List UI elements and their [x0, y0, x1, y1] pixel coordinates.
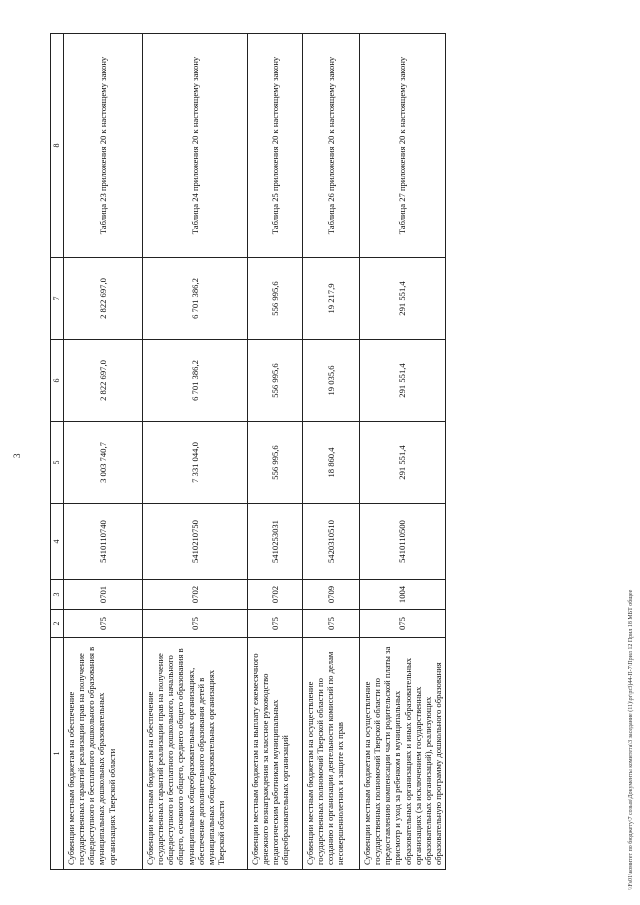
row-description: Субвенции местным бюджетам на выплату ежемесячного денежного вознаграждения за классное руководство педагогическим работникам муниципальных общеобразовательных организаций [248, 638, 303, 870]
amount-col7: 2 822 697,0 [64, 258, 143, 340]
table-row [360, 34, 446, 870]
col-header-5: 5 [51, 422, 64, 504]
col-header-8: 8 [51, 34, 64, 258]
col-header-7: 7 [51, 258, 64, 340]
col-header-4: 4 [51, 504, 64, 580]
row-description: Субвенции местным бюджетам на осуществление государственных полномочий Тверской области по предоставлению компенсации части родительской платы за присмотр и уход за ребенком в муниципальных образовательных организациях и иных образовательных организациях (за исключением государственных образовательных организаций), реализующих образовательную программу дошкольного образования [360, 638, 446, 870]
amount-col6: 6 701 386,2 [143, 340, 248, 422]
col-header-1: 1 [51, 638, 64, 870]
ministry-code: 075 [360, 610, 446, 638]
amount-col6: 291 551,4 [360, 340, 446, 422]
footer-file-path: \\Fs01\комитет по бюджету\7 созыв\Документы комитета\3 заседание (11)\pr\pr3)44-П-7\Прил 12 Прил 18 МБТ общее [628, 589, 634, 890]
header-row [51, 34, 64, 870]
reference-note: Таблица 27 приложения 20 к настоящему закону [360, 34, 446, 258]
target-article-code: 5420310510 [303, 504, 360, 580]
amount-col6: 2 822 697,0 [64, 340, 143, 422]
ministry-code: 075 [303, 610, 360, 638]
amount-col6: 556 995,6 [248, 340, 303, 422]
col-header-3: 3 [51, 580, 64, 610]
section-code: 0709 [303, 580, 360, 610]
section-code: 0701 [64, 580, 143, 610]
row-description: Субвенции местным бюджетам на осуществление государственных полномочий Тверской области по созданию и организации деятельности комиссий по делам несовершеннолетних и защите их прав [303, 638, 360, 870]
target-article-code: 5410110740 [64, 504, 143, 580]
col-header-6: 6 [51, 340, 64, 422]
reference-note: Таблица 23 приложения 20 к настоящему закону [64, 34, 143, 258]
section-code: 0702 [143, 580, 248, 610]
amount-col7: 6 701 386,2 [143, 258, 248, 340]
table-row [303, 34, 360, 870]
table-row [64, 34, 143, 870]
amount-col5: 7 331 044,0 [143, 422, 248, 504]
amount-col7: 556 995,6 [248, 258, 303, 340]
row-description: Субвенции местным бюджетам на обеспечение государственных гарантий реализации прав на получение общедоступного и бесплатного дошкольного, начального общего, основного общего, среднего общего образования в муниципальных общеобразовательных организациях, обеспечение дополнительного образования детей в муниципальных общеобразовательных организациях Тверской области [143, 638, 248, 870]
page-number: 3 [12, 453, 22, 458]
ministry-code: 075 [143, 610, 248, 638]
amount-col5: 3 003 740,7 [64, 422, 143, 504]
target-article-code: 5410253031 [248, 504, 303, 580]
target-article-code: 5410210750 [143, 504, 248, 580]
table-row [143, 34, 248, 870]
rotated-table-container [50, 34, 443, 870]
target-article-code: 5410110500 [360, 504, 446, 580]
reference-note: Таблица 26 приложения 20 к настоящему закону [303, 34, 360, 258]
ministry-code: 075 [64, 610, 143, 638]
amount-col7: 291 551,4 [360, 258, 446, 340]
amount-col5: 556 995,6 [248, 422, 303, 504]
row-description: Субвенции местным бюджетам на обеспечение государственных гарантий реализации прав на получение общедоступного и бесплатного дошкольного образования в муниципальных дошкольных образовательных организациях Тверской области [64, 638, 143, 870]
amount-col6: 19 035,6 [303, 340, 360, 422]
amount-col5: 291 551,4 [360, 422, 446, 504]
table-row [248, 34, 303, 870]
section-code: 0702 [248, 580, 303, 610]
amount-col5: 18 860,4 [303, 422, 360, 504]
ministry-code: 075 [248, 610, 303, 638]
col-header-2: 2 [51, 610, 64, 638]
section-code: 1004 [360, 580, 446, 610]
subventions-table [50, 33, 446, 870]
reference-note: Таблица 25 приложения 20 к настоящему закону [248, 34, 303, 258]
reference-note: Таблица 24 приложения 20 к настоящему закону [143, 34, 248, 258]
amount-col7: 19 217,9 [303, 258, 360, 340]
